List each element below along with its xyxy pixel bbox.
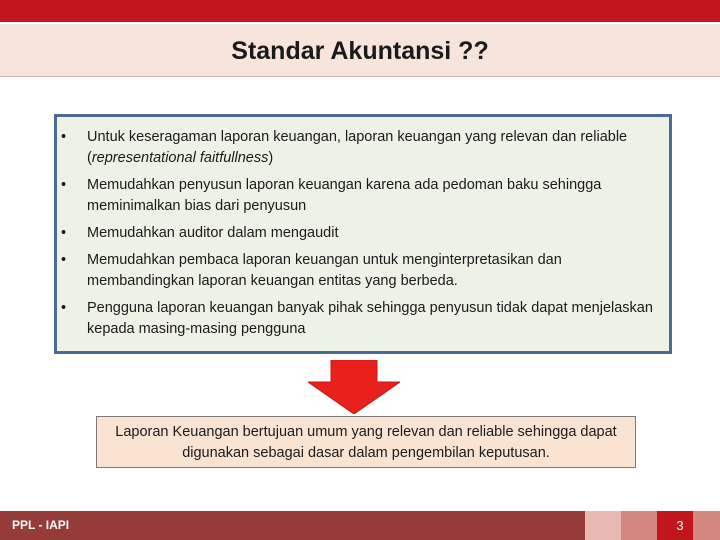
bullet-marker: •	[61, 225, 67, 241]
bullet-item	[57, 298, 669, 340]
bullet-marker: •	[61, 129, 67, 145]
bullet-text: Untuk keseragaman laporan keuangan, laporan keuangan yang relevan dan reliable (	[87, 129, 628, 166]
footer-decor-square	[585, 511, 621, 540]
bullet-item	[57, 127, 669, 169]
down-arrow-icon	[308, 360, 400, 414]
page-number: 3	[676, 518, 684, 533]
slide-title: Standar Akuntansi ??	[231, 37, 489, 65]
footer-label: PPL - IAPI	[12, 518, 70, 532]
bullet-marker: •	[61, 252, 67, 268]
bullet-marker: •	[61, 300, 67, 316]
top-accent-bar	[0, 0, 720, 22]
bullet-text: Pengguna laporan keuangan banyak pihak sehingga penyusun tidak dapat menjelaskan kepada masing-masing pengguna	[87, 300, 653, 337]
bullet-marker: •	[61, 177, 67, 193]
bullet-item	[57, 223, 669, 244]
bullet-italic-text: representational faitfullness	[91, 150, 269, 166]
conclusion-box: Laporan Keuangan bertujuan umum yang relevan dan reliable sehingga dapat digunakan sebagai dasar dalam pengembilan keputusan.	[96, 416, 636, 468]
bullet-list-box	[54, 114, 672, 354]
bullet-text: Memudahkan penyusun laporan keuangan karena ada pedoman baku sehingga meminimalkan bias dari penyusun	[87, 177, 602, 214]
bullet-text: Memudahkan pembaca laporan keuangan untuk menginterpretasikan dan membandingkan laporan keuangan entitas yang berbeda.	[87, 252, 562, 289]
bullet-item	[57, 250, 669, 292]
footer-decor-square	[621, 511, 657, 540]
title-band	[0, 24, 720, 77]
bullet-text: Memudahkan auditor dalam mengaudit	[87, 225, 339, 241]
bullet-suffix: )	[268, 150, 274, 166]
bullet-item	[57, 175, 669, 217]
bullet-list	[57, 127, 669, 346]
